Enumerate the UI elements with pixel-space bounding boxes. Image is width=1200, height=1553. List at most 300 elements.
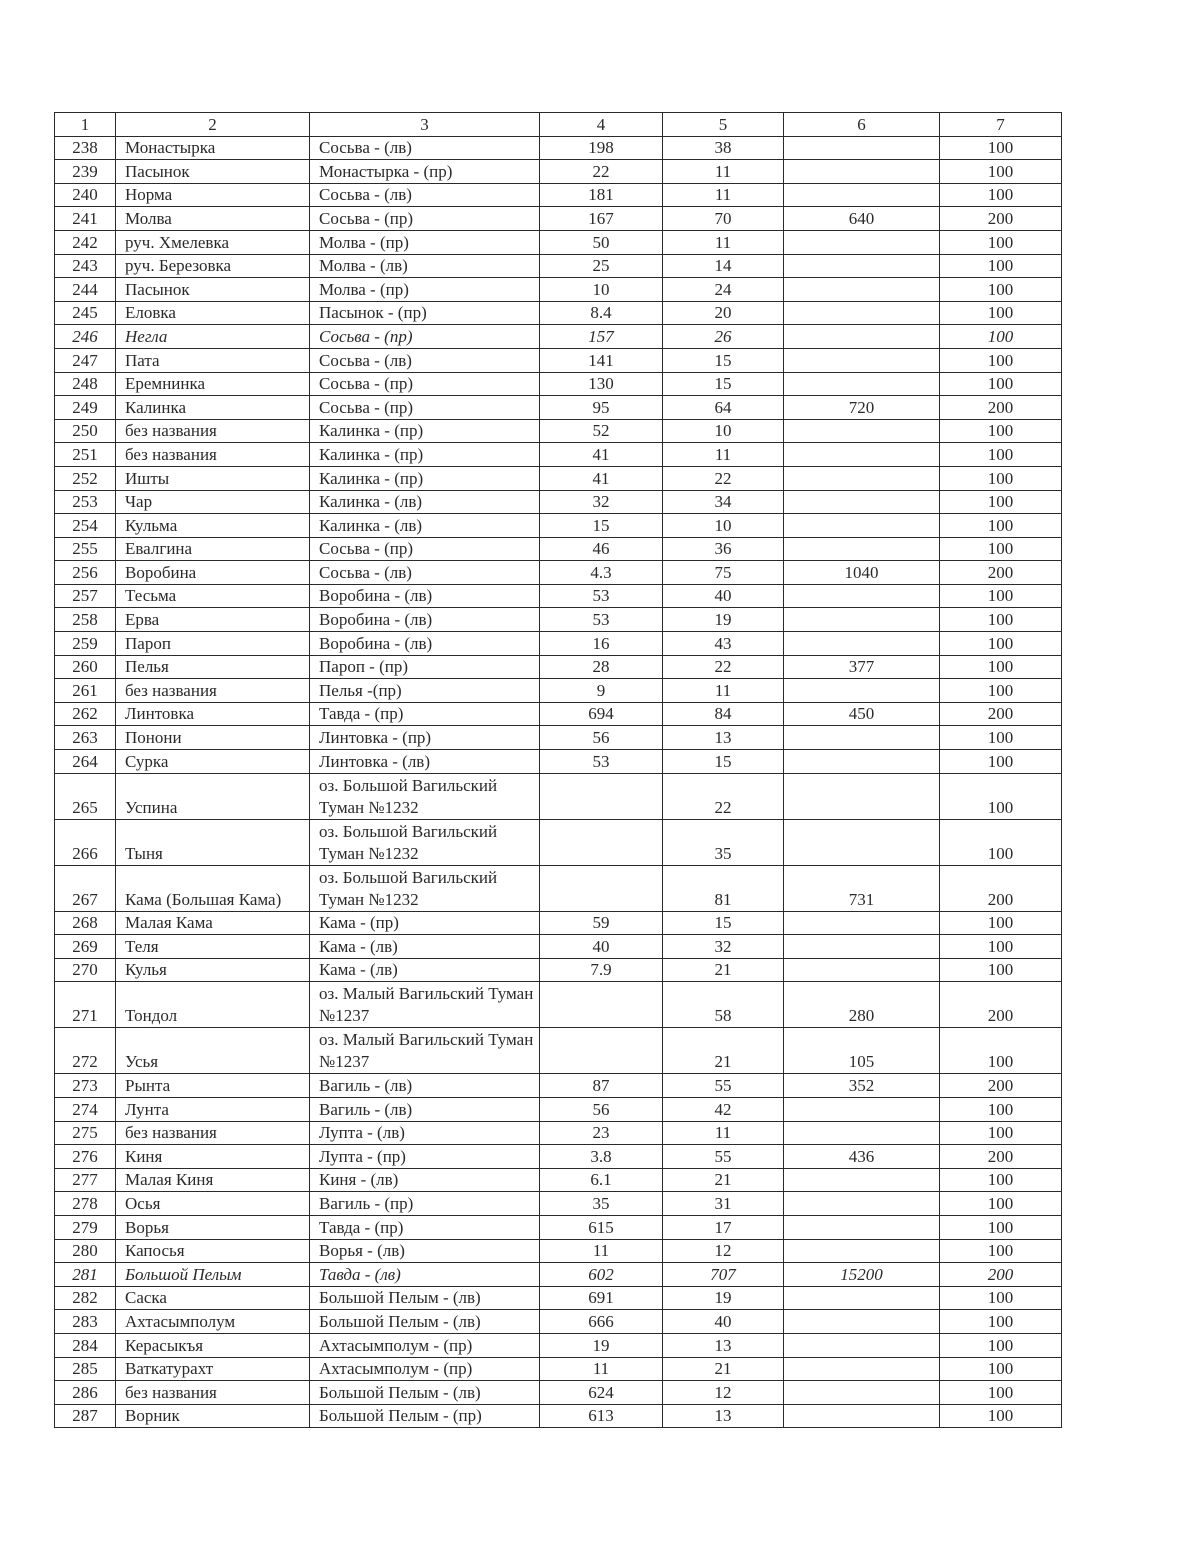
table-row: [55, 466, 1062, 490]
column-6-cell: [784, 1121, 940, 1145]
column-6-cell: [784, 443, 940, 467]
row-number-cell: 246: [55, 325, 116, 349]
column-7-cell: 100: [940, 254, 1062, 278]
mouth-location-cell: Ахтасымполум - (пр): [310, 1333, 540, 1357]
river-name-cell: Ваткатурахт: [116, 1357, 310, 1381]
mouth-location-cell: Большой Пелым - (лв): [310, 1381, 540, 1405]
river-name-cell: Ерва: [116, 608, 310, 632]
row-number-cell: 278: [55, 1192, 116, 1216]
table-row: [55, 136, 1062, 160]
column-6-cell: [784, 679, 940, 703]
column-6-cell: [784, 1404, 940, 1428]
row-number-cell: 249: [55, 396, 116, 420]
table-row: [55, 935, 1062, 959]
column-5-cell: 11: [663, 443, 784, 467]
table-row: [55, 537, 1062, 561]
table-row: [55, 1263, 1062, 1287]
column-6-cell: [784, 466, 940, 490]
column-4-cell: 602: [540, 1263, 663, 1287]
table-row: [55, 325, 1062, 349]
table-row: [55, 490, 1062, 514]
column-6-cell: 105: [784, 1028, 940, 1074]
row-number-cell: 264: [55, 750, 116, 774]
column-7-cell: 100: [940, 773, 1062, 819]
row-number-cell: 260: [55, 655, 116, 679]
column-4-cell: 10: [540, 278, 663, 302]
table-body: [55, 113, 1062, 1428]
mouth-location-cell: Вагиль - (лв): [310, 1074, 540, 1098]
column-5-cell: 55: [663, 1074, 784, 1098]
column-4-cell: 130: [540, 372, 663, 396]
column-6-cell: [784, 301, 940, 325]
table-row: [55, 230, 1062, 254]
column-7-cell: 100: [940, 160, 1062, 184]
river-name-cell: Чар: [116, 490, 310, 514]
row-number-cell: 242: [55, 230, 116, 254]
table-row: [55, 865, 1062, 911]
column-4-cell: 53: [540, 584, 663, 608]
column-6-cell: [784, 1381, 940, 1405]
river-name-cell: Теля: [116, 935, 310, 959]
column-5-cell: 75: [663, 561, 784, 585]
table-row: [55, 1168, 1062, 1192]
column-4-cell: 41: [540, 443, 663, 467]
column-5-cell: 15: [663, 348, 784, 372]
column-7-cell: 200: [940, 396, 1062, 420]
column-4-cell: [540, 982, 663, 1028]
column-header-5: 5: [663, 113, 784, 137]
table-row: [55, 1239, 1062, 1263]
column-7-cell: 200: [940, 865, 1062, 911]
column-4-cell: 9: [540, 679, 663, 703]
mouth-location-cell: Вагиль - (пр): [310, 1192, 540, 1216]
table-row: [55, 1192, 1062, 1216]
column-4-cell: 19: [540, 1333, 663, 1357]
table-row: [55, 1121, 1062, 1145]
river-name-cell: Рынта: [116, 1074, 310, 1098]
column-4-cell: 666: [540, 1310, 663, 1334]
column-6-cell: [784, 1286, 940, 1310]
row-number-cell: 245: [55, 301, 116, 325]
column-6-cell: [784, 419, 940, 443]
column-6-cell: [784, 348, 940, 372]
river-name-cell: Молва: [116, 207, 310, 231]
column-4-cell: [540, 773, 663, 819]
column-6-cell: [784, 1098, 940, 1122]
row-number-cell: 286: [55, 1381, 116, 1405]
column-7-cell: 100: [940, 911, 1062, 935]
column-5-cell: 707: [663, 1263, 784, 1287]
mouth-location-cell: Сосьва - (пр): [310, 396, 540, 420]
row-number-cell: 253: [55, 490, 116, 514]
row-number-cell: 256: [55, 561, 116, 585]
column-4-cell: [540, 1028, 663, 1074]
column-5-cell: 13: [663, 1333, 784, 1357]
mouth-location-cell: Пасынок - (пр): [310, 301, 540, 325]
column-4-cell: 22: [540, 160, 663, 184]
river-name-cell: без названия: [116, 1121, 310, 1145]
column-5-cell: 12: [663, 1381, 784, 1405]
river-name-cell: Усья: [116, 1028, 310, 1074]
column-7-cell: 100: [940, 608, 1062, 632]
mouth-location-cell: Сосьва - (лв): [310, 348, 540, 372]
row-number-cell: 262: [55, 702, 116, 726]
column-5-cell: 58: [663, 982, 784, 1028]
river-name-cell: Киня: [116, 1145, 310, 1169]
column-4-cell: 694: [540, 702, 663, 726]
column-header-1: 1: [55, 113, 116, 137]
mouth-location-cell: Кама - (пр): [310, 911, 540, 935]
column-6-cell: [784, 490, 940, 514]
column-4-cell: 691: [540, 1286, 663, 1310]
column-5-cell: 21: [663, 958, 784, 982]
column-7-cell: 100: [940, 655, 1062, 679]
column-4-cell: 41: [540, 466, 663, 490]
column-4-cell: 56: [540, 726, 663, 750]
row-number-cell: 270: [55, 958, 116, 982]
row-number-cell: 243: [55, 254, 116, 278]
row-number-cell: 276: [55, 1145, 116, 1169]
column-5-cell: 13: [663, 1404, 784, 1428]
river-name-cell: Евалгина: [116, 537, 310, 561]
mouth-location-cell: Тавда - (пр): [310, 702, 540, 726]
column-6-cell: [784, 584, 940, 608]
river-name-cell: Сурка: [116, 750, 310, 774]
table-row: [55, 443, 1062, 467]
column-7-cell: 100: [940, 1286, 1062, 1310]
column-4-cell: [540, 865, 663, 911]
column-7-cell: 100: [940, 750, 1062, 774]
row-number-cell: 257: [55, 584, 116, 608]
table-row: [55, 1357, 1062, 1381]
column-6-cell: 731: [784, 865, 940, 911]
table-row: [55, 982, 1062, 1028]
river-name-cell: Ворник: [116, 1404, 310, 1428]
column-4-cell: 35: [540, 1192, 663, 1216]
river-name-cell: Большой Пелым: [116, 1263, 310, 1287]
column-7-cell: 100: [940, 632, 1062, 656]
mouth-location-cell: Монастырка - (пр): [310, 160, 540, 184]
column-4-cell: 157: [540, 325, 663, 349]
column-5-cell: 19: [663, 1286, 784, 1310]
mouth-location-cell: оз. Малый Вагильский Туман №1237: [310, 982, 540, 1028]
column-7-cell: 100: [940, 1357, 1062, 1381]
column-header-7: 7: [940, 113, 1062, 137]
column-6-cell: [784, 935, 940, 959]
column-7-cell: 100: [940, 1239, 1062, 1263]
row-number-cell: 244: [55, 278, 116, 302]
river-name-cell: Пата: [116, 348, 310, 372]
row-number-cell: 285: [55, 1357, 116, 1381]
river-name-cell: Тесьма: [116, 584, 310, 608]
column-4-cell: 8.4: [540, 301, 663, 325]
column-7-cell: 100: [940, 726, 1062, 750]
table-row: [55, 1215, 1062, 1239]
river-name-cell: Еремнинка: [116, 372, 310, 396]
column-4-cell: 7.9: [540, 958, 663, 982]
column-header-2: 2: [116, 113, 310, 137]
river-name-cell: Кулья: [116, 958, 310, 982]
mouth-location-cell: Линтовка - (лв): [310, 750, 540, 774]
mouth-location-cell: Вагиль - (лв): [310, 1098, 540, 1122]
column-4-cell: 198: [540, 136, 663, 160]
river-name-cell: руч. Хмелевка: [116, 230, 310, 254]
table-row: [55, 655, 1062, 679]
rivers-table: [54, 112, 1062, 1428]
column-5-cell: 11: [663, 183, 784, 207]
mouth-location-cell: Пароп - (пр): [310, 655, 540, 679]
river-name-cell: без названия: [116, 419, 310, 443]
column-6-cell: 352: [784, 1074, 940, 1098]
column-5-cell: 21: [663, 1357, 784, 1381]
row-number-cell: 267: [55, 865, 116, 911]
column-7-cell: 100: [940, 958, 1062, 982]
column-5-cell: 19: [663, 608, 784, 632]
row-number-cell: 250: [55, 419, 116, 443]
row-number-cell: 268: [55, 911, 116, 935]
column-4-cell: 141: [540, 348, 663, 372]
column-6-cell: [784, 1310, 940, 1334]
row-number-cell: 271: [55, 982, 116, 1028]
column-7-cell: 100: [940, 325, 1062, 349]
river-name-cell: без названия: [116, 1381, 310, 1405]
table-row: [55, 632, 1062, 656]
column-4-cell: 6.1: [540, 1168, 663, 1192]
river-name-cell: без названия: [116, 443, 310, 467]
river-name-cell: без названия: [116, 679, 310, 703]
row-number-cell: 255: [55, 537, 116, 561]
column-7-cell: 100: [940, 278, 1062, 302]
column-5-cell: 26: [663, 325, 784, 349]
column-6-cell: [784, 230, 940, 254]
mouth-location-cell: Сосьва - (пр): [310, 372, 540, 396]
column-5-cell: 55: [663, 1145, 784, 1169]
column-6-cell: [784, 537, 940, 561]
river-name-cell: Ворья: [116, 1215, 310, 1239]
row-number-cell: 252: [55, 466, 116, 490]
mouth-location-cell: Ворья - (лв): [310, 1239, 540, 1263]
mouth-location-cell: Сосьва - (лв): [310, 561, 540, 585]
column-4-cell: 181: [540, 183, 663, 207]
row-number-cell: 241: [55, 207, 116, 231]
river-name-cell: Кама (Большая Кама): [116, 865, 310, 911]
column-6-cell: [784, 183, 940, 207]
column-4-cell: 615: [540, 1215, 663, 1239]
river-name-cell: Еловка: [116, 301, 310, 325]
column-4-cell: 52: [540, 419, 663, 443]
row-number-cell: 261: [55, 679, 116, 703]
column-7-cell: 100: [940, 490, 1062, 514]
river-name-cell: Ахтасымполум: [116, 1310, 310, 1334]
column-5-cell: 22: [663, 773, 784, 819]
column-4-cell: 11: [540, 1357, 663, 1381]
column-6-cell: [784, 819, 940, 865]
column-6-cell: 377: [784, 655, 940, 679]
row-number-cell: 258: [55, 608, 116, 632]
river-name-cell: Лунта: [116, 1098, 310, 1122]
column-7-cell: 200: [940, 561, 1062, 585]
column-5-cell: 84: [663, 702, 784, 726]
table-row: [55, 419, 1062, 443]
table-row: [55, 372, 1062, 396]
column-6-cell: [784, 632, 940, 656]
table-row: [55, 1286, 1062, 1310]
column-7-cell: 100: [940, 935, 1062, 959]
table-row: [55, 702, 1062, 726]
table-row: [55, 608, 1062, 632]
column-4-cell: 16: [540, 632, 663, 656]
mouth-location-cell: Большой Пелым - (пр): [310, 1404, 540, 1428]
river-name-cell: Пелья: [116, 655, 310, 679]
table-row: [55, 1333, 1062, 1357]
mouth-location-cell: Кама - (лв): [310, 935, 540, 959]
column-7-cell: 100: [940, 466, 1062, 490]
column-4-cell: 40: [540, 935, 663, 959]
row-number-cell: 247: [55, 348, 116, 372]
column-4-cell: 3.8: [540, 1145, 663, 1169]
column-6-cell: 720: [784, 396, 940, 420]
mouth-location-cell: Лупта - (лв): [310, 1121, 540, 1145]
table-row: [55, 1074, 1062, 1098]
row-number-cell: 273: [55, 1074, 116, 1098]
column-4-cell: 23: [540, 1121, 663, 1145]
mouth-location-cell: оз. Большой Вагильский Туман №1232: [310, 773, 540, 819]
mouth-location-cell: оз. Малый Вагильский Туман №1237: [310, 1028, 540, 1074]
column-5-cell: 64: [663, 396, 784, 420]
column-7-cell: 200: [940, 702, 1062, 726]
mouth-location-cell: Большой Пелым - (лв): [310, 1286, 540, 1310]
header-row: [55, 113, 1062, 137]
mouth-location-cell: Кама - (лв): [310, 958, 540, 982]
column-4-cell: 95: [540, 396, 663, 420]
column-header-6: 6: [784, 113, 940, 137]
column-7-cell: 100: [940, 443, 1062, 467]
column-7-cell: 100: [940, 514, 1062, 538]
mouth-location-cell: Воробина - (лв): [310, 608, 540, 632]
row-number-cell: 283: [55, 1310, 116, 1334]
column-5-cell: 35: [663, 819, 784, 865]
column-6-cell: [784, 958, 940, 982]
column-5-cell: 11: [663, 230, 784, 254]
column-5-cell: 40: [663, 584, 784, 608]
column-6-cell: [784, 608, 940, 632]
column-5-cell: 36: [663, 537, 784, 561]
column-5-cell: 15: [663, 372, 784, 396]
table-row: [55, 1310, 1062, 1334]
table-row: [55, 207, 1062, 231]
row-number-cell: 275: [55, 1121, 116, 1145]
table-row: [55, 819, 1062, 865]
column-7-cell: 100: [940, 183, 1062, 207]
row-number-cell: 280: [55, 1239, 116, 1263]
row-number-cell: 281: [55, 1263, 116, 1287]
river-name-cell: Саска: [116, 1286, 310, 1310]
mouth-location-cell: Сосьва - (пр): [310, 207, 540, 231]
table-row: [55, 301, 1062, 325]
column-4-cell: 56: [540, 1098, 663, 1122]
row-number-cell: 266: [55, 819, 116, 865]
table-row: [55, 584, 1062, 608]
column-5-cell: 81: [663, 865, 784, 911]
column-6-cell: [784, 750, 940, 774]
river-name-cell: Капосья: [116, 1239, 310, 1263]
mouth-location-cell: Сосьва - (лв): [310, 136, 540, 160]
column-5-cell: 13: [663, 726, 784, 750]
mouth-location-cell: Воробина - (лв): [310, 584, 540, 608]
table-row: [55, 1028, 1062, 1074]
column-4-cell: 4.3: [540, 561, 663, 585]
table-row: [55, 561, 1062, 585]
column-5-cell: 10: [663, 419, 784, 443]
column-7-cell: 200: [940, 1145, 1062, 1169]
column-header-4: 4: [540, 113, 663, 137]
mouth-location-cell: Калинка - (лв): [310, 490, 540, 514]
river-name-cell: руч. Березовка: [116, 254, 310, 278]
row-number-cell: 265: [55, 773, 116, 819]
mouth-location-cell: Калинка - (лв): [310, 514, 540, 538]
mouth-location-cell: Калинка - (пр): [310, 466, 540, 490]
column-5-cell: 22: [663, 466, 784, 490]
column-6-cell: [784, 1357, 940, 1381]
river-name-cell: Малая Кама: [116, 911, 310, 935]
column-5-cell: 11: [663, 160, 784, 184]
column-7-cell: 100: [940, 1404, 1062, 1428]
table-row: [55, 1098, 1062, 1122]
column-5-cell: 11: [663, 1121, 784, 1145]
column-5-cell: 17: [663, 1215, 784, 1239]
column-5-cell: 15: [663, 750, 784, 774]
mouth-location-cell: Лупта - (пр): [310, 1145, 540, 1169]
column-4-cell: 25: [540, 254, 663, 278]
column-5-cell: 38: [663, 136, 784, 160]
table-row: [55, 750, 1062, 774]
table-row: [55, 1404, 1062, 1428]
column-4-cell: 624: [540, 1381, 663, 1405]
river-name-cell: Калинка: [116, 396, 310, 420]
column-5-cell: 32: [663, 935, 784, 959]
column-6-cell: [784, 254, 940, 278]
column-7-cell: 100: [940, 348, 1062, 372]
column-7-cell: 200: [940, 982, 1062, 1028]
column-4-cell: 11: [540, 1239, 663, 1263]
column-6-cell: [784, 136, 940, 160]
column-7-cell: 100: [940, 584, 1062, 608]
row-number-cell: 269: [55, 935, 116, 959]
row-number-cell: 284: [55, 1333, 116, 1357]
river-name-cell: Ишты: [116, 466, 310, 490]
column-6-cell: [784, 1168, 940, 1192]
river-name-cell: Линтовка: [116, 702, 310, 726]
river-name-cell: Пароп: [116, 632, 310, 656]
column-7-cell: 100: [940, 372, 1062, 396]
column-6-cell: [784, 1333, 940, 1357]
column-5-cell: 11: [663, 679, 784, 703]
column-6-cell: [784, 726, 940, 750]
column-7-cell: 100: [940, 1028, 1062, 1074]
row-number-cell: 240: [55, 183, 116, 207]
river-name-cell: Воробина: [116, 561, 310, 585]
column-6-cell: 450: [784, 702, 940, 726]
column-5-cell: 70: [663, 207, 784, 231]
column-7-cell: 100: [940, 301, 1062, 325]
mouth-location-cell: Сосьва - (пр): [310, 325, 540, 349]
mouth-location-cell: Сосьва - (пр): [310, 537, 540, 561]
river-name-cell: Норма: [116, 183, 310, 207]
column-6-cell: [784, 514, 940, 538]
mouth-location-cell: Линтовка - (пр): [310, 726, 540, 750]
column-4-cell: 53: [540, 608, 663, 632]
column-7-cell: 100: [940, 419, 1062, 443]
